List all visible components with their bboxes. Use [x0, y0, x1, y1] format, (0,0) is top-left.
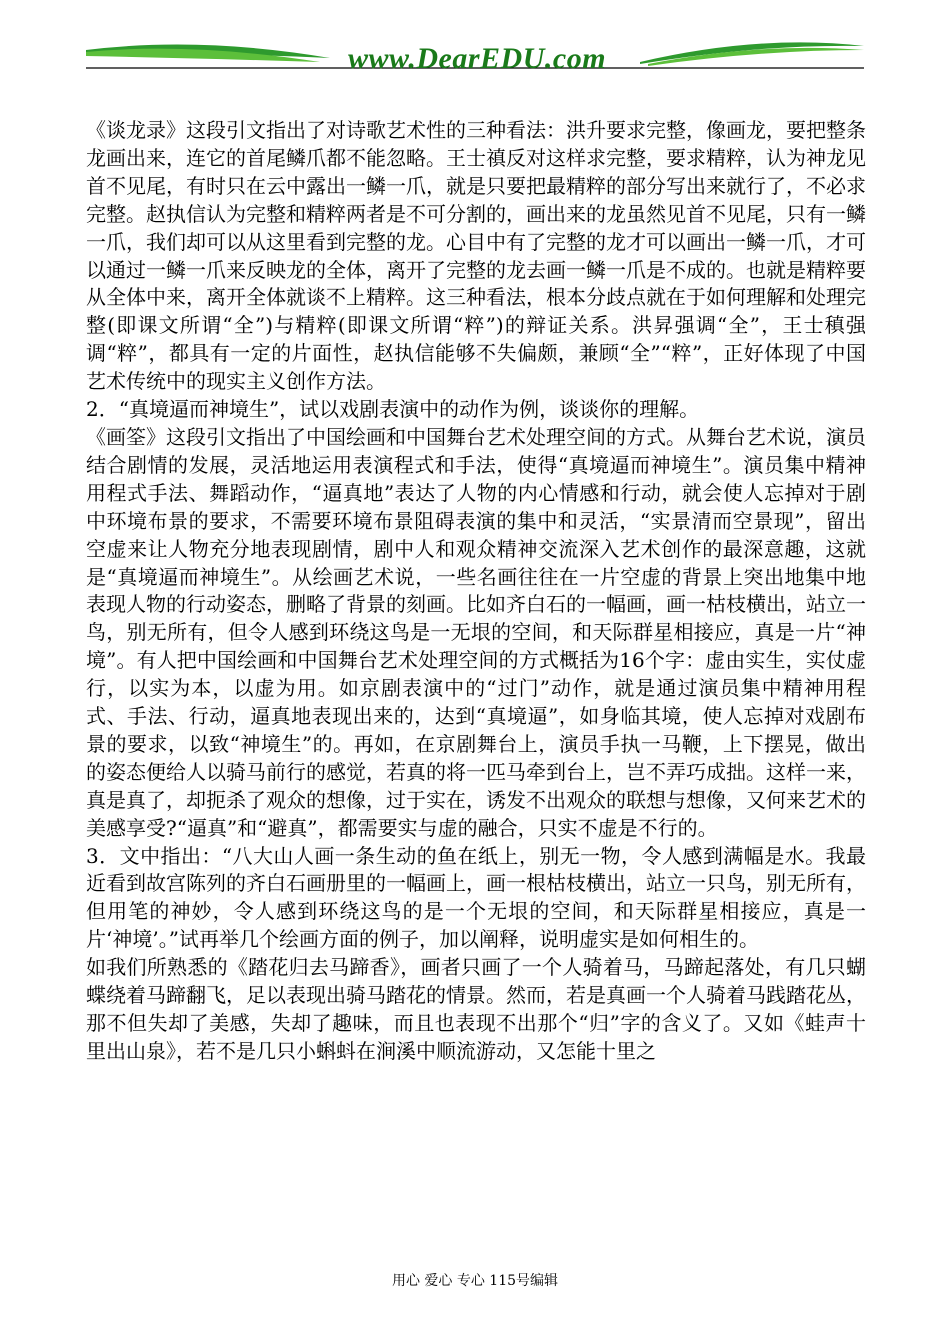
- document-body: [86, 117, 866, 1066]
- page-footer: 用心 爱心 专心 115号编辑: [391, 1273, 559, 1289]
- paragraph-1: 《谈龙录》这段引文指出了对诗歌艺术性的三种看法：洪升要求完整，像画龙，要把整条龙画出来，连它的首尾鳞爪都不能忽略。王士禛反对这样求完整，要求精粹，认为神龙见首不见尾，有时只在云中露出一鳞一爪，就是只要把最精粹的部分写出来就行了，不必求完整。赵执信认为完整和精粹两者是不可分割的，画出来的龙虽然见首不见尾，只有一鳞一爪，我们却可以从这里看到完整的龙。心目中有了完整的龙才可以画出一鳞一爪，才可以通过一鳞一爪来反映龙的全体，离开了完整的龙去画一鳞一爪是不成的。也就是精粹要从全体中来，离开全体就谈不上精粹。这三种看法，根本分歧点就在于如何理解和处理完整(即课文所谓“全”)与精粹(即课文所谓“粹”)的辩证关系。洪昇强调“全”，王士稹强调“粹”，都具有一定的片面性，赵执信能够不失偏颇，兼顾“全”“粹”，正好体现了中国艺术传统中的现实主义创作方法。: [86, 118, 866, 394]
- answer-2: 《画筌》这段引文指出了中国绘画和中国舞台艺术处理空间的方式。从舞台艺术说，演员结合剧情的发展，灵活地运用表演程式和手法，使得“真境逼而神境生”。演员集中精神用程式手法、舞蹈动作，“逼真地”表达了人物的内心情感和行动，就会使人忘掉对于剧中环境布景的要求，不需要环境布景阻碍表演的集中和灵活，“实景清而空景现”，留出空虚来让人物充分地表现剧情，剧中人和观众精神交流深入艺术创作的最深意趣，这就是“真境逼而神境生”。从绘画艺术说，一些名画往往在一片空虚的背景上突出地集中地表现人物的行动姿态，删略了背景的刻画。比如齐白石的一幅画，画一枯枝横出，站立一鸟，别无所有，但令人感到环绕这鸟是一无垠的空间，和天际群星相接应，真是一片“神境”。有人把中国绘画和中国舞台艺术处理空间的方式概括为16个字：虚由实生，实仗虚行，以实为本，以虚为用。如京剧表演中的“过门”动作，就是通过演员集中精神用程式、手法、行动，逼真地表现出来的，达到“真境逼”，如身临其境，使人忘掉对戏剧布景的要求，以致“神境生”的。再如，在京剧舞台上，演员手执一马鞭，上下摆晃，做出的姿态便给人以骑马前行的感觉，若真的将一匹马牵到台上，岂不弄巧成拙。这样一来，真是真了，却扼杀了观众的想像，过于实在，诱发不出观众的联想与想像，又何来艺术的美感享受?“逼真”和“避真”，都需要实与虚的融合，只实不虚是不行的。: [86, 424, 866, 840]
- question-2: 2．“真境逼而神境生”，试以戏剧表演中的动作为例，谈谈你的理解。: [86, 397, 700, 422]
- site-logo-text: www.DearEDU.com: [347, 42, 607, 75]
- answer-3: 如我们所熟悉的《踏花归去马蹄香》，画者只画了一个人骑着马，马蹄起落处，有几只蝴蝶绕着马蹄翻飞，足以表现出骑马踏花的情景。然而，若是真画一个人骑着马践踏花丛，那不但失却了美感，失却了趣味，而且也表现不出那个“归”字的含义了。又如《蛙声十里出山泉》，若不是几只小蝌蚪在涧溪中顺流游动，又怎能十里之: [86, 955, 866, 1063]
- question-3: 3．文中指出：“八大山人画一条生动的鱼在纸上，别无一物，令人感到满幅是水。我最近看到故宫陈列的齐白石画册里的一幅画上，画一根枯枝横出，站立一只鸟，别无所有，但用笔的神妙，令人感到环绕这鸟的是一个无垠的空间，和天际群星相接应，真是一片‘神境’。”试再举几个绘画方面的例子，加以阐释，说明虚实是如何相生的。: [86, 843, 866, 952]
- page-header: [0, 0, 950, 80]
